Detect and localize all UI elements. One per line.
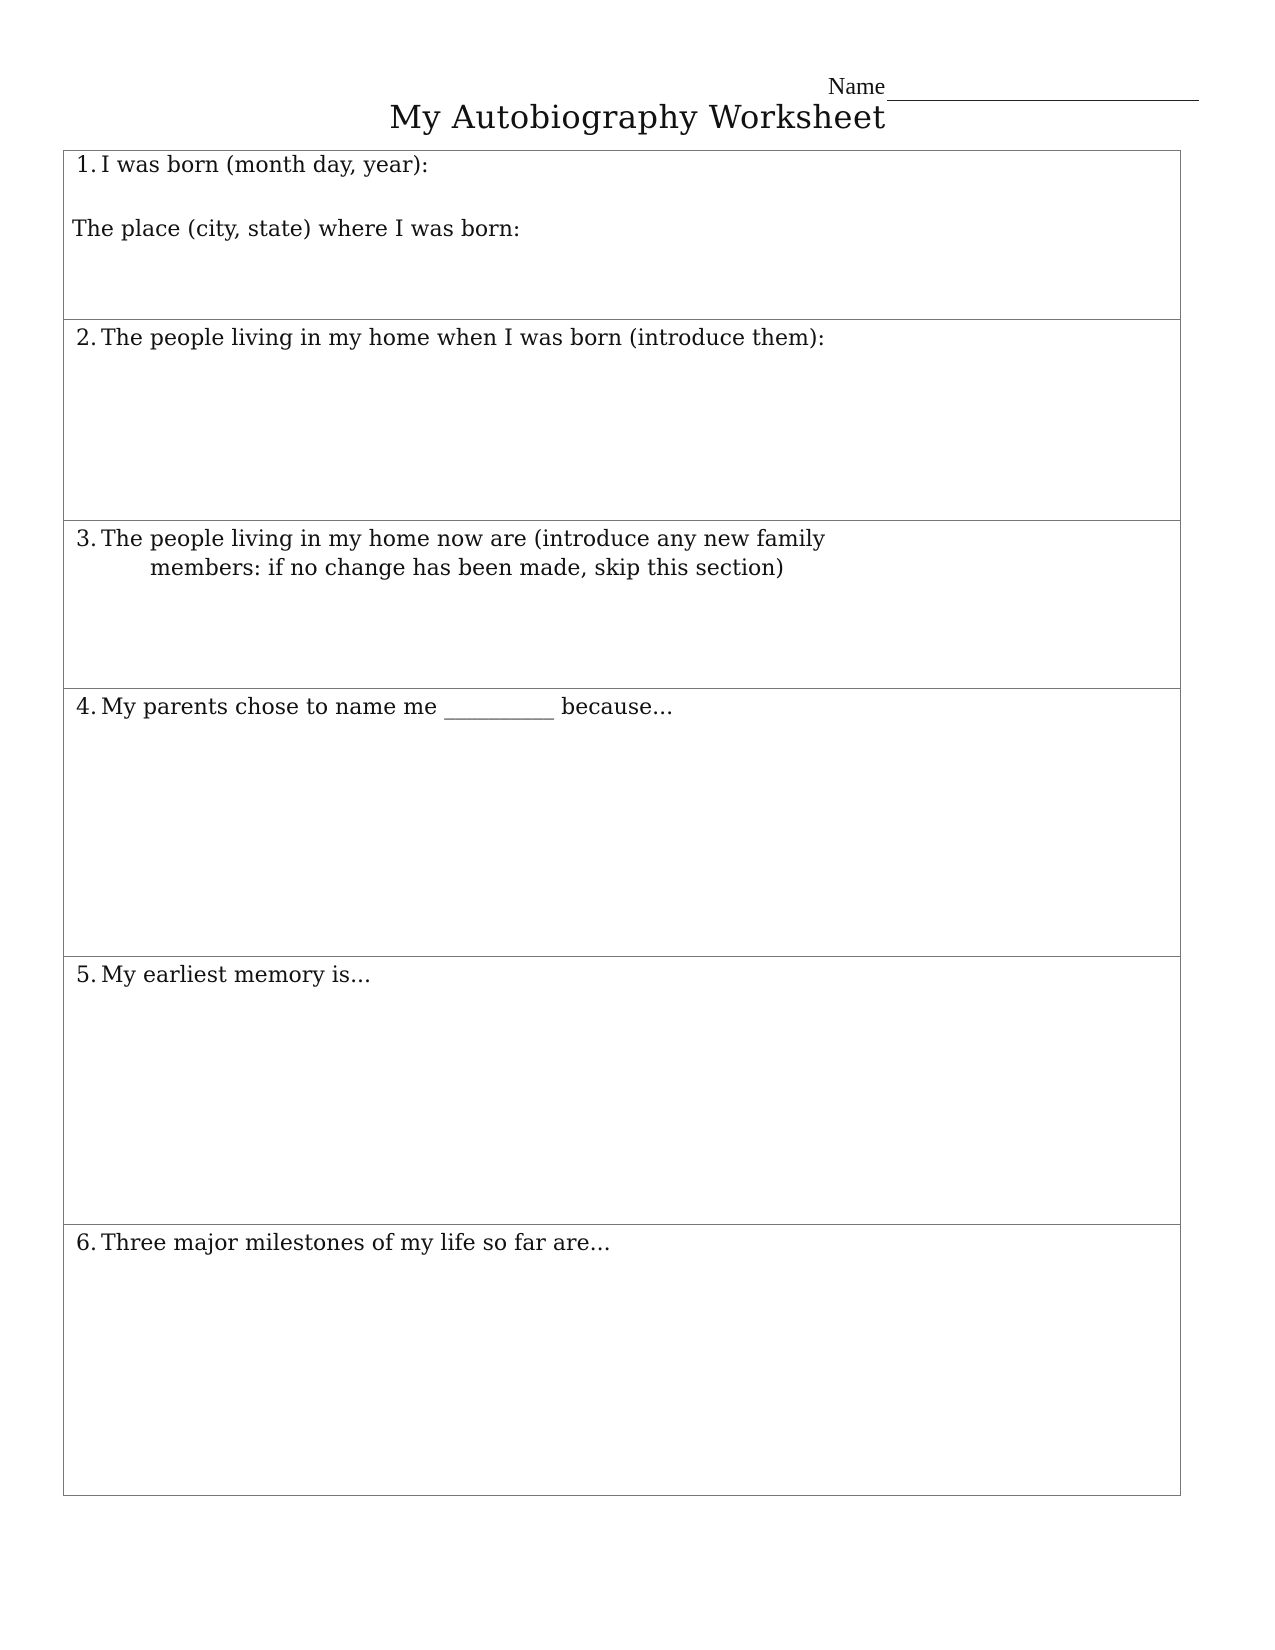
- question-4: [76, 695, 673, 720]
- question-text: My earliest memory is...: [101, 963, 372, 988]
- question-text: I was born (month day, year):: [101, 153, 429, 178]
- question-box-3[interactable]: [64, 520, 1180, 688]
- question-box-6[interactable]: [64, 1224, 1180, 1494]
- name-field[interactable]: [828, 74, 1199, 101]
- question-text: Three major milestones of my life so far are...: [101, 1231, 611, 1256]
- question-number: 5.: [76, 963, 97, 988]
- question-box-1[interactable]: [64, 151, 1180, 319]
- question-number: 4.: [76, 695, 97, 720]
- question-1-birthplace: The place (city, state) where I was born:: [72, 217, 521, 242]
- question-text: The people living in my home now are (introduce any new family: [101, 527, 826, 552]
- question-box-4[interactable]: [64, 688, 1180, 956]
- question-5: [76, 963, 371, 988]
- question-1: [76, 153, 429, 178]
- question-number: 3.: [76, 527, 97, 552]
- question-6: [76, 1231, 611, 1256]
- question-3: [76, 527, 825, 581]
- question-number: 1.: [76, 153, 97, 178]
- question-2: [76, 326, 825, 351]
- question-text: My parents chose to name me __________ because...: [101, 695, 674, 720]
- question-box-5[interactable]: [64, 956, 1180, 1224]
- worksheet-title: My Autobiography Worksheet: [389, 98, 886, 136]
- question-number: 2.: [76, 326, 97, 351]
- worksheet-table: [63, 150, 1181, 1496]
- question-number: 6.: [76, 1231, 97, 1256]
- question-text: The people living in my home when I was born (introduce them):: [101, 326, 825, 351]
- question-3-continuation: members: if no change has been made, skip this section): [150, 556, 784, 581]
- name-label: Name: [828, 74, 886, 100]
- question-box-2[interactable]: [64, 319, 1180, 520]
